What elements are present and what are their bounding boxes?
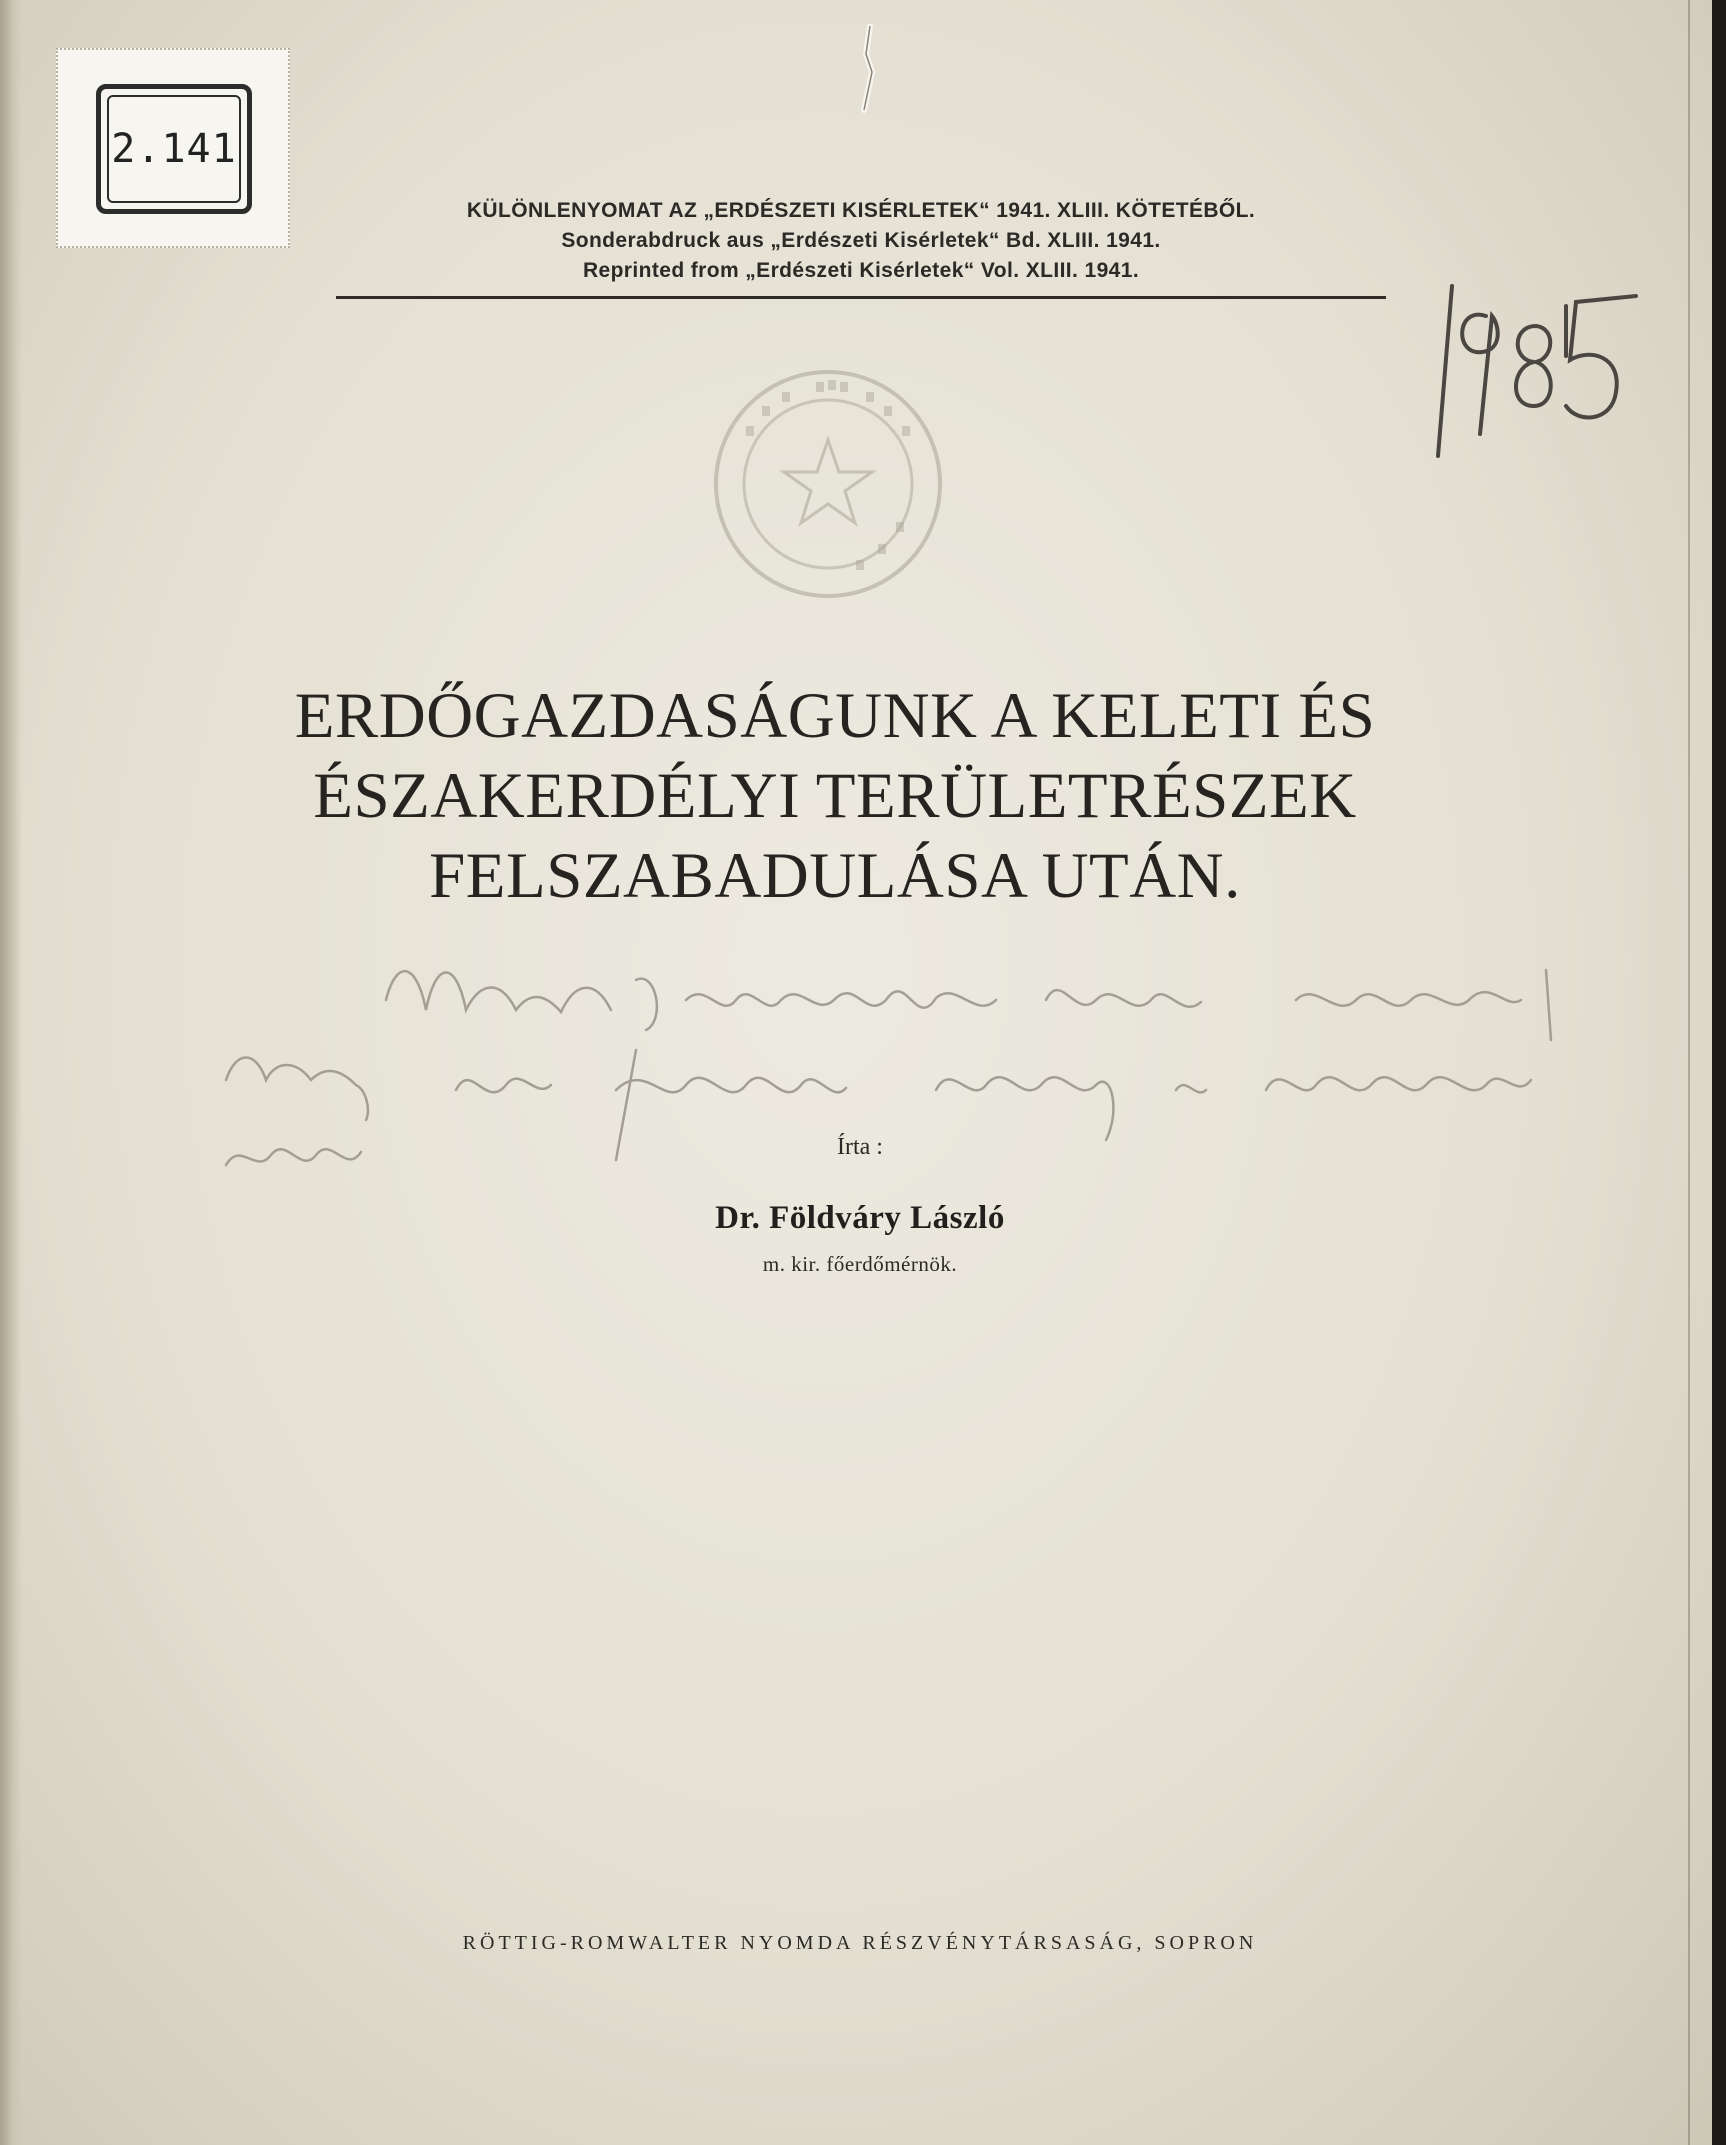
scan-background-edge — [1712, 0, 1726, 2145]
catalogue-label — [56, 48, 290, 248]
page-spine-shadow — [0, 0, 22, 2145]
handwritten-year-annotation — [1416, 256, 1656, 476]
catalogue-label-frame — [96, 84, 252, 214]
pencil-annotation-icon — [216, 940, 1716, 1210]
written-by-label: Írta : — [837, 1134, 883, 1160]
library-stamp-icon — [706, 362, 950, 606]
author-title: m. kir. főerdőmérnök. — [762, 1252, 958, 1276]
header-line-german: Sonderabdruck aus „Erdészeti Kisérletek“ Bd. XLIII. 1941. — [561, 229, 1161, 252]
paper-tear-mark — [848, 24, 888, 114]
document-title — [260, 676, 1410, 916]
header-line-english: Reprinted from „Erdészeti Kisérletek“ Vol. XLIII. 1941. — [582, 259, 1140, 282]
title-line-1: ERDŐGAZDASÁGUNK A KELETI ÉS — [294, 680, 1376, 752]
printer-imprint: RÖTTIG-ROMWALTER NYOMDA RÉSZVÉNYTÁRSASÁG, SOPRON — [462, 1932, 1258, 1954]
title-line-2: ÉSZAKERDÉLYI TERÜLETRÉSZEK — [313, 760, 1357, 832]
reprint-header — [336, 196, 1386, 286]
title-line-3: FELSZABADULÁSA UTÁN. — [429, 840, 1241, 912]
header-line-hungarian: KÜLÖNLENYOMAT AZ „ERDÉSZETI KISÉRLETEK“ 1941. XLIII. KÖTETÉBŐL. — [466, 199, 1256, 222]
catalogue-label-inner-frame — [107, 95, 241, 203]
catalogue-number: 2.141 — [111, 126, 237, 172]
author-name: Dr. Földváry László — [715, 1200, 1005, 1236]
header-rule — [336, 296, 1386, 299]
handwritten-year-text: 1985 — [1536, 471, 1538, 472]
